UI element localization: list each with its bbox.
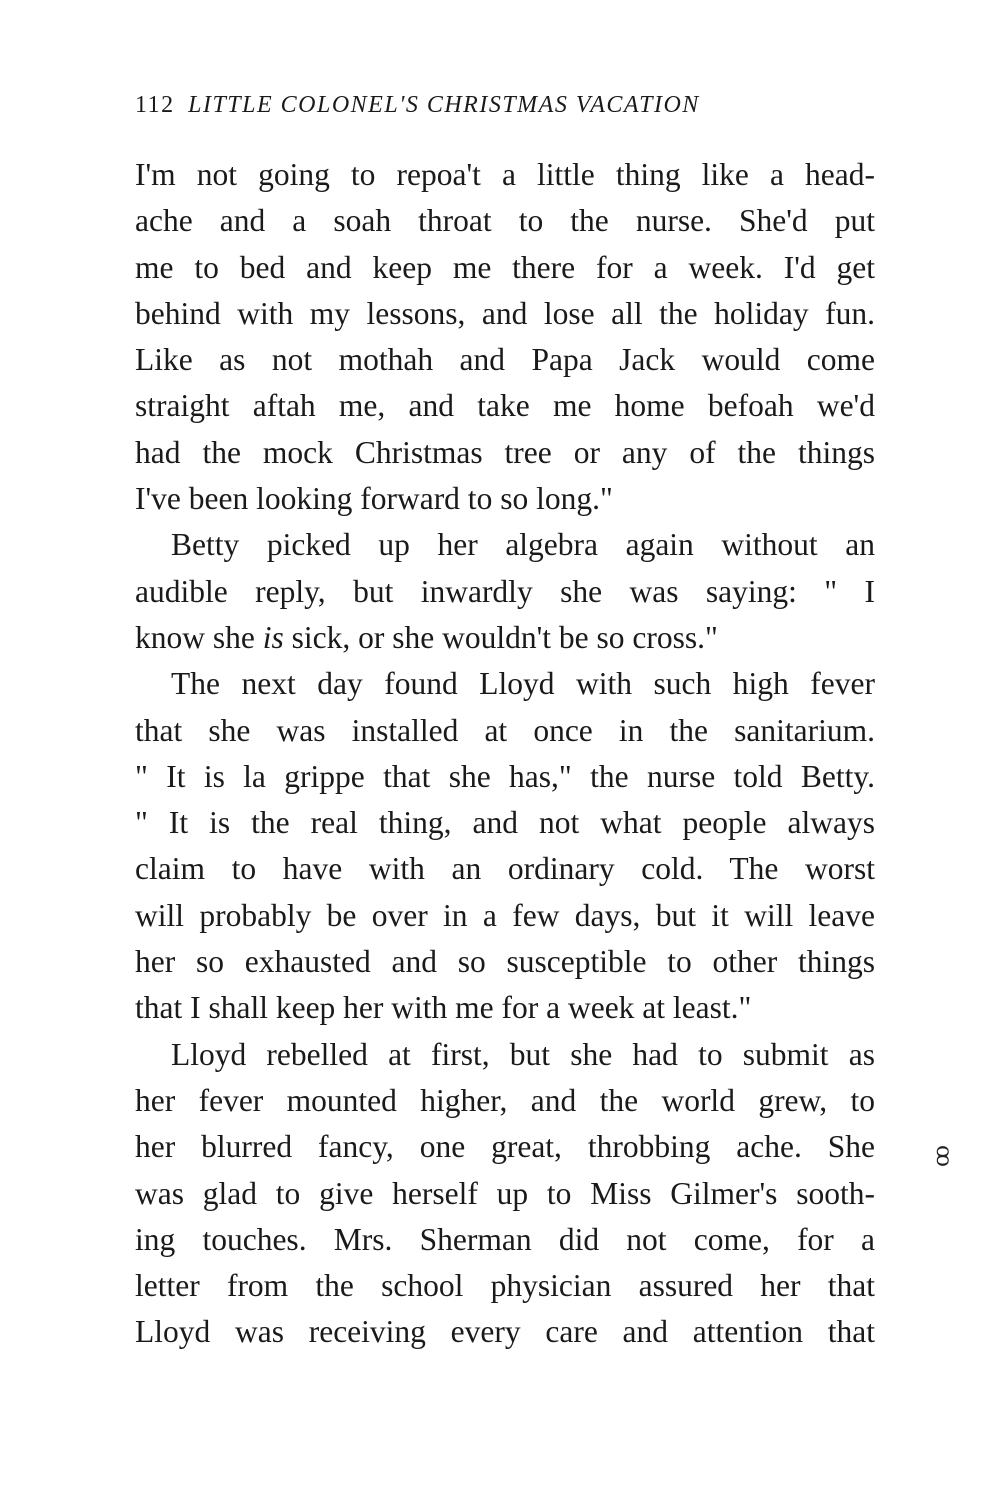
paragraph: [135, 152, 875, 522]
text-line: that I shall keep her with me for a week at least.": [135, 990, 752, 1026]
text-line: straight aftah me, and take me home befoah we'd: [135, 388, 875, 424]
text-line: her so exhausted and so susceptible to other things: [135, 944, 875, 980]
running-head: [135, 92, 875, 119]
text-line: Lloyd rebelled at first, but she had to submit as: [171, 1036, 875, 1072]
text-line: that she was installed at once in the sanitarium.: [135, 712, 875, 748]
running-head-title: LITTLE COLONEL'S CHRISTMAS VACATION: [188, 92, 700, 118]
text-line: " It is la grippe that she has," the nurse told Betty.: [135, 758, 875, 794]
text-line: audible reply, but inwardly she was saying: " I: [135, 573, 875, 609]
text-line: " It is the real thing, and not what people always: [135, 805, 875, 841]
margin-mark: ꝏ: [931, 1145, 957, 1167]
text-line: letter from the school physician assured her that: [135, 1268, 875, 1304]
text-line: behind with my lessons, and lose all the holiday fun.: [135, 295, 875, 331]
text-line: I'm not going to repoa't a little thing like a head-: [135, 157, 875, 192]
text-line: know she is sick, or she wouldn't be so cross.": [135, 619, 718, 655]
text-line: I've been looking forward to so long.": [135, 481, 613, 517]
text-line: was glad to give herself up to Miss Gilmer's sooth-: [135, 1175, 875, 1211]
text-line: Like as not mothah and Papa Jack would come: [135, 342, 875, 378]
paragraph: [135, 522, 875, 661]
body-text: [135, 152, 875, 1356]
text-line: me to bed and keep me there for a week. I'd get: [135, 249, 875, 285]
text-line: had the mock Christmas tree or any of the things: [135, 434, 875, 470]
paragraph: [135, 661, 875, 1031]
text-line: ache and a soah throat to the nurse. She'd put: [135, 203, 875, 239]
paragraph: [135, 1032, 875, 1356]
text-line: Betty picked up her algebra again without an: [171, 527, 875, 563]
text-line: ing touches. Mrs. Sherman did not come, for a: [135, 1221, 875, 1257]
text-line: her fever mounted higher, and the world grew, to: [135, 1082, 875, 1118]
text-line: claim to have with an ordinary cold. The worst: [135, 851, 875, 887]
text-line: her blurred fancy, one great, throbbing ache. She: [135, 1129, 875, 1165]
page-number: 112: [135, 92, 175, 118]
text-line: will probably be over in a few days, but it will leave: [135, 897, 875, 933]
text-line: Lloyd was receiving every care and attention that: [135, 1314, 875, 1350]
text-line: The next day found Lloyd with such high fever: [171, 666, 875, 702]
